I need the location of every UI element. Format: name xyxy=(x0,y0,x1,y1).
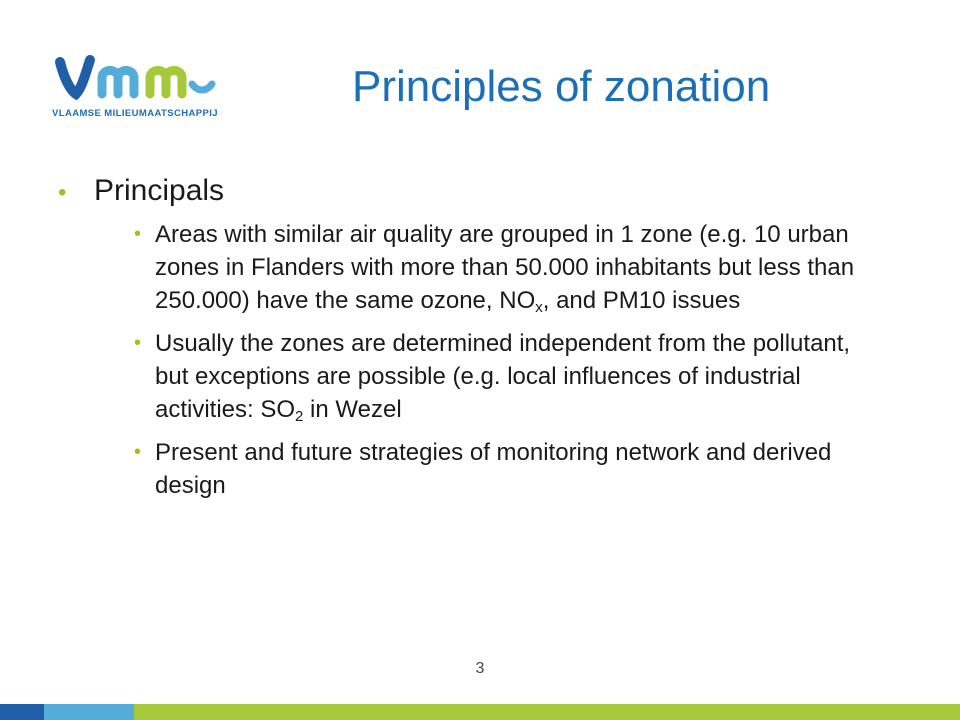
page-number: 3 xyxy=(475,660,485,677)
vmm-logo xyxy=(52,48,232,130)
footer-bar-green xyxy=(134,704,960,720)
footer-bar-light-blue xyxy=(44,704,134,720)
bullet-item xyxy=(134,436,874,502)
bullet-text: Areas with similar air quality are grouped in 1 zone (e.g. 10 urban zones in Flanders with more than 50.000 inhabitants but less than 250.000) have the same ozone, $NO_x$, and PM10 issues xyxy=(155,221,855,316)
bullet-item xyxy=(134,327,874,426)
section-heading: Principals xyxy=(94,174,225,207)
vmm-logo-mark xyxy=(52,48,232,108)
bullet-dot-icon: • xyxy=(134,223,142,245)
bullet-text: Present and future strategies of monitoring network and derived design xyxy=(155,439,832,499)
bullet-dot-icon: • xyxy=(134,332,142,354)
slide-content xyxy=(58,174,918,502)
slide-title: Principles of zonation xyxy=(352,62,771,111)
footer-color-bar xyxy=(0,704,960,720)
footer-bar-dark-blue xyxy=(0,704,44,720)
bullet-text: Usually the zones are determined independent from the pollutant, but exceptions are possible (e.g. local influences of industrial activities: $SO_2$ in Wezel xyxy=(155,330,851,425)
bullet-dot-icon: • xyxy=(58,179,67,206)
bullet-dot-icon: • xyxy=(134,441,142,463)
logo-text: VLAAMSE MILIEUMAATSCHAPPIJ xyxy=(52,108,218,119)
bullet-level1 xyxy=(58,174,918,208)
bullet-item xyxy=(134,218,874,317)
